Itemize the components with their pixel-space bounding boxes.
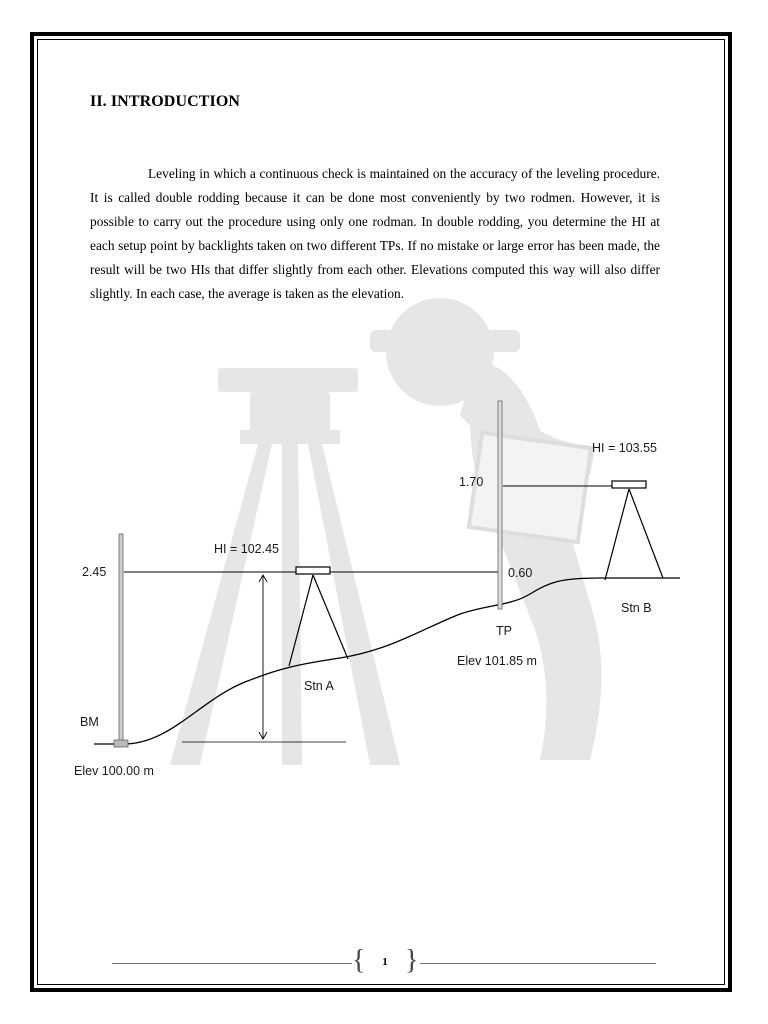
hi-a-label: HI = 102.45	[214, 542, 279, 556]
section-title: II. INTRODUCTION	[90, 93, 241, 110]
footer-rule-left	[112, 963, 352, 964]
station-a-label: Stn A	[304, 679, 334, 693]
tp-backsight-label: 1.70	[459, 475, 484, 489]
surveyor-watermark-icon	[170, 298, 601, 765]
tp-foresight-label: 0.60	[508, 566, 533, 580]
footer-brace-right: }	[405, 945, 419, 976]
intro-paragraph-text: Leveling in which a continuous check is maintained on the accuracy of the leveling procedure. It is called double rodding because it can be done most conveniently by two rodmen. However, it is possible to carry out the procedure using only one rodman. In double rodding, you determine the HI at each setup point by backlights taken on two different TPs. If no mistake or large error has been made, the result will be two HIs that differ slightly from each other. Elevations computed this way will also differ slightly. In each case, the average is taken as the elevation.	[90, 166, 660, 301]
footer-brace-left: {	[352, 945, 366, 976]
bm-label: BM	[80, 715, 99, 729]
bm-rod	[114, 534, 128, 747]
page-number: 1	[382, 956, 388, 968]
bm-elevation-label: Elev 100.00 m	[74, 764, 154, 778]
intro-paragraph	[90, 162, 660, 305]
hi-b-label: HI = 103.55	[592, 441, 657, 455]
station-b-instrument	[605, 481, 663, 580]
tp-elevation-label: Elev 101.85 m	[457, 654, 537, 668]
station-b-label: Stn B	[621, 601, 652, 615]
rod-a-reading-label: 2.45	[82, 565, 107, 579]
height-arrow	[259, 575, 267, 739]
tp-label: TP	[496, 624, 512, 638]
tp-rod	[498, 401, 502, 609]
footer-rule-right	[420, 963, 656, 964]
